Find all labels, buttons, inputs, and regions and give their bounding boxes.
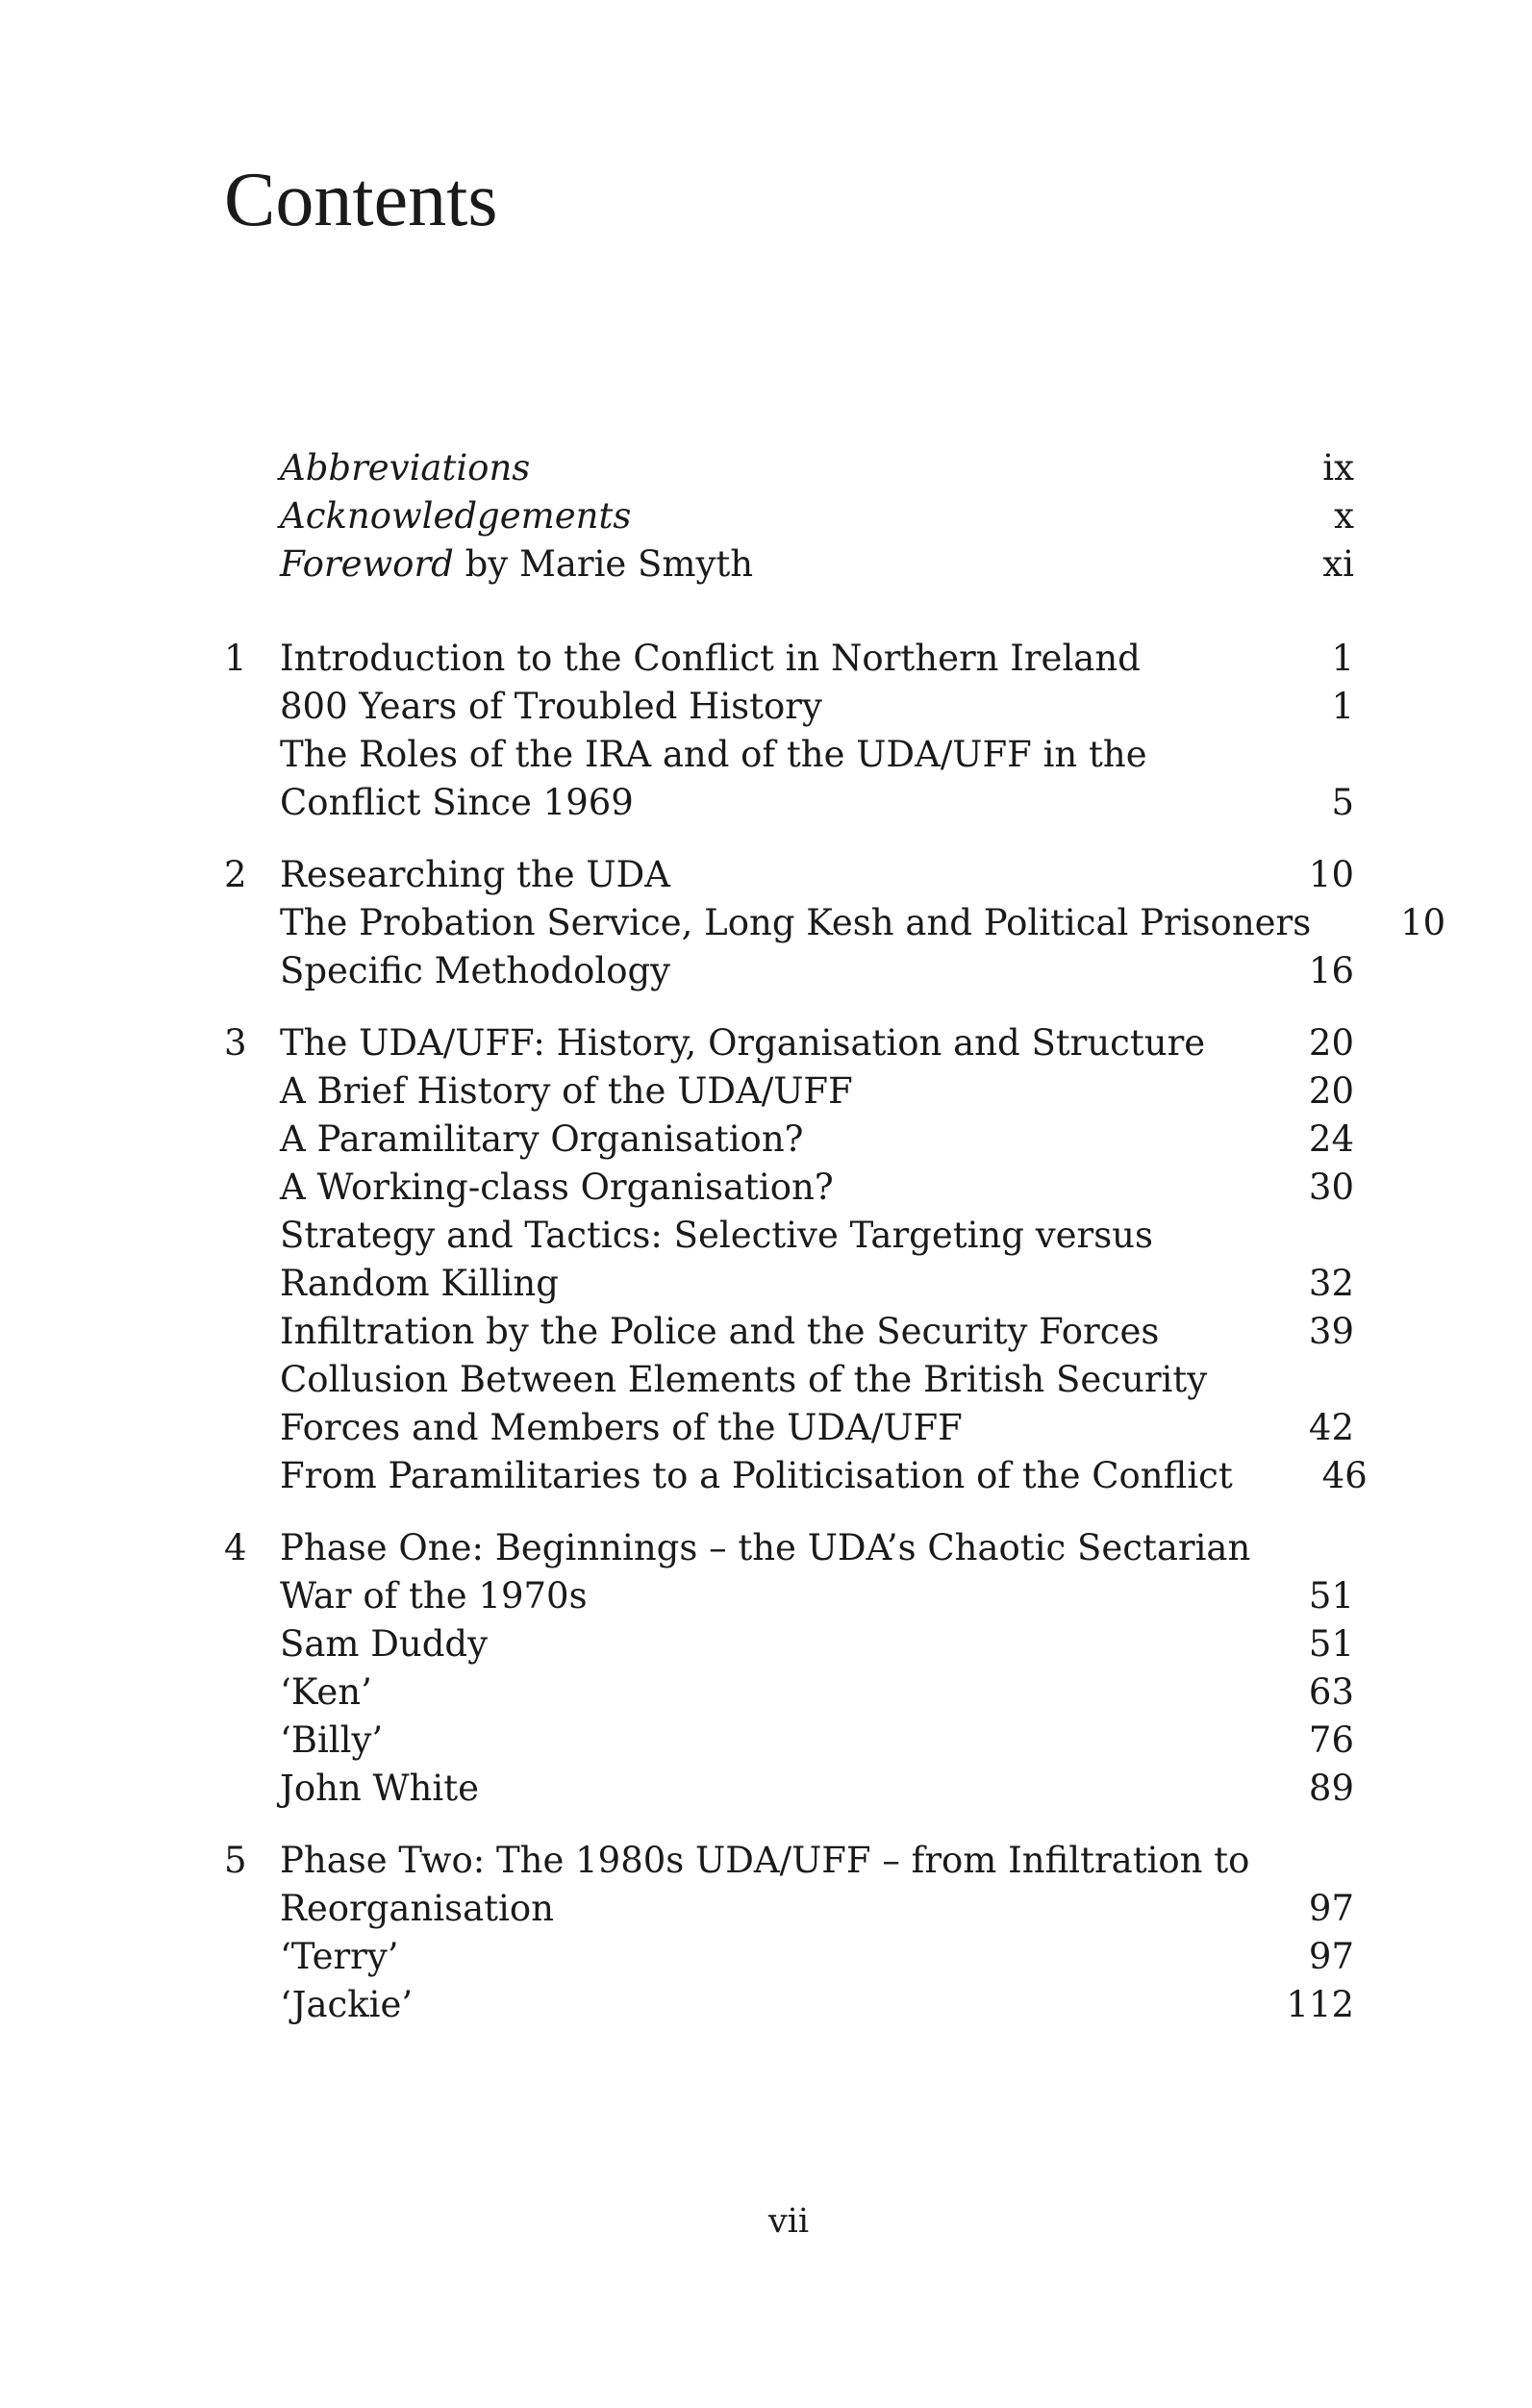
entry-title: Phase One: Beginnings – the UDA’s Chaotic Sectarian [280,1527,1251,1568]
entry-page: xi [1322,543,1354,585]
entry-title: 800 Years of Troubled History [280,686,822,727]
toc-entry-acknowledgements[interactable] [224,492,1354,540]
chapter-2 [224,851,1446,995]
toc-entry[interactable] [224,1212,1354,1260]
toc-entry[interactable] [224,947,1354,995]
toc-entry-abbreviations[interactable] [224,444,1354,492]
entry-title [280,540,1219,589]
entry-page: 97 [1308,1936,1354,1977]
entry-page: 20 [1308,1022,1354,1064]
page-title: Contents [224,158,498,242]
front-matter [224,444,1354,589]
entry-title: Abbreviations [280,447,531,489]
entry-title: War of the 1970s [280,1575,588,1617]
toc-entry[interactable] [224,1116,1354,1164]
chapter-heading[interactable] [224,1524,1354,1572]
entry-page: 51 [1308,1575,1354,1617]
chapter-number: 1 [224,638,247,679]
entry-page: 10 [1308,854,1354,895]
toc-entry[interactable] [224,1572,1354,1620]
toc-entry[interactable] [224,1260,1354,1308]
entry-title: Collusion Between Elements of the British Security [280,1359,1208,1400]
chapter-1 [224,635,1354,827]
chapter-number: 3 [224,1022,247,1064]
chapter-3 [224,1019,1368,1500]
chapter-5 [224,1837,1354,2029]
chapter-number: 2 [224,854,247,895]
entry-title: The Probation Service, Long Kesh and Political Prisoners [280,902,1312,943]
entry-title: ‘Jackie’ [280,1984,414,2025]
toc-entry[interactable] [224,1164,1354,1212]
entry-page: 1 [1331,638,1354,679]
entry-title: Introduction to the Conflict in Northern Ireland [280,638,1141,679]
entry-title: Acknowledgements [280,495,632,537]
entry-page: 5 [1331,782,1354,823]
entry-title: The UDA/UFF: History, Organisation and Structure [280,1022,1206,1064]
entry-title: Researching the UDA [280,854,670,895]
entry-title: Random Killing [280,1263,559,1304]
chapter-number: 4 [224,1527,247,1568]
entry-page: 10 [1400,902,1446,943]
entry-title-suffix: by Marie Smyth [453,543,754,585]
chapter-heading[interactable] [224,1837,1354,1885]
entry-title: Strategy and Tactics: Selective Targeting versus [280,1215,1153,1256]
toc-entry[interactable] [224,1067,1354,1116]
entry-title: A Working-class Organisation? [280,1166,834,1208]
entry-page: 39 [1308,1311,1354,1352]
toc-entry[interactable] [224,779,1354,827]
entry-title: Specific Methodology [280,950,671,991]
toc-entry[interactable] [224,1308,1354,1356]
chapter-list [224,635,1446,2029]
entry-page: x [1334,495,1354,537]
entry-page: 97 [1308,1888,1354,1929]
chapter-4 [224,1524,1354,1813]
toc-entry[interactable] [224,1620,1354,1668]
entry-page: 30 [1308,1166,1354,1208]
entry-page: 76 [1308,1719,1354,1761]
toc-entry[interactable] [224,1356,1354,1404]
entry-page: 46 [1321,1455,1368,1496]
page-number: vii [767,2202,810,2241]
entry-title: A Brief History of the UDA/UFF [280,1070,853,1112]
entry-page: 24 [1308,1118,1354,1160]
entry-title: ‘Billy’ [280,1719,384,1761]
toc-entry[interactable] [224,1765,1354,1813]
toc-entry-foreword[interactable] [224,540,1354,589]
toc-entry[interactable] [224,1885,1354,1933]
entry-title: The Roles of the IRA and of the UDA/UFF in the [280,734,1147,775]
entry-title: From Paramilitaries to a Politicisation of the Conflict [280,1455,1233,1496]
entry-title: Phase Two: The 1980s UDA/UFF – from Infiltration to [280,1840,1250,1881]
entry-title: Sam Duddy [280,1623,489,1665]
toc-entry[interactable] [224,1452,1368,1500]
entry-page: 42 [1308,1407,1354,1448]
entry-page: 32 [1308,1263,1354,1304]
entry-title: John White [280,1768,479,1809]
toc-entry[interactable] [224,899,1446,947]
chapter-heading[interactable] [224,1019,1354,1067]
entry-page: 20 [1308,1070,1354,1112]
chapter-heading[interactable] [224,635,1354,683]
entry-page: 63 [1308,1671,1354,1713]
entry-title: Forces and Members of the UDA/UFF [280,1407,963,1448]
entry-title: ‘Terry’ [280,1936,399,1977]
entry-page: 89 [1308,1768,1354,1809]
toc-entry[interactable] [224,731,1354,779]
entry-title: Infiltration by the Police and the Security Forces [280,1311,1160,1352]
toc-entry[interactable] [224,1668,1354,1717]
entry-title: Conflict Since 1969 [280,782,634,823]
toc-entry[interactable] [224,1933,1354,1981]
entry-page: 51 [1308,1623,1354,1665]
toc-entry[interactable] [224,1404,1354,1452]
entry-title: A Paramilitary Organisation? [280,1118,804,1160]
entry-title: Reorganisation [280,1888,554,1929]
chapter-number: 5 [224,1840,247,1881]
entry-page: 1 [1331,686,1354,727]
entry-title-italic: Foreword [280,543,454,585]
entry-page: 112 [1286,1984,1354,2025]
toc-entry[interactable] [224,1981,1354,2029]
toc-entry[interactable] [224,1717,1354,1765]
toc-entry[interactable] [224,683,1354,731]
table-of-contents [224,444,1446,2053]
entry-page: ix [1322,447,1354,489]
chapter-heading[interactable] [224,851,1354,899]
entry-title: ‘Ken’ [280,1671,372,1713]
entry-page: 16 [1308,950,1354,991]
